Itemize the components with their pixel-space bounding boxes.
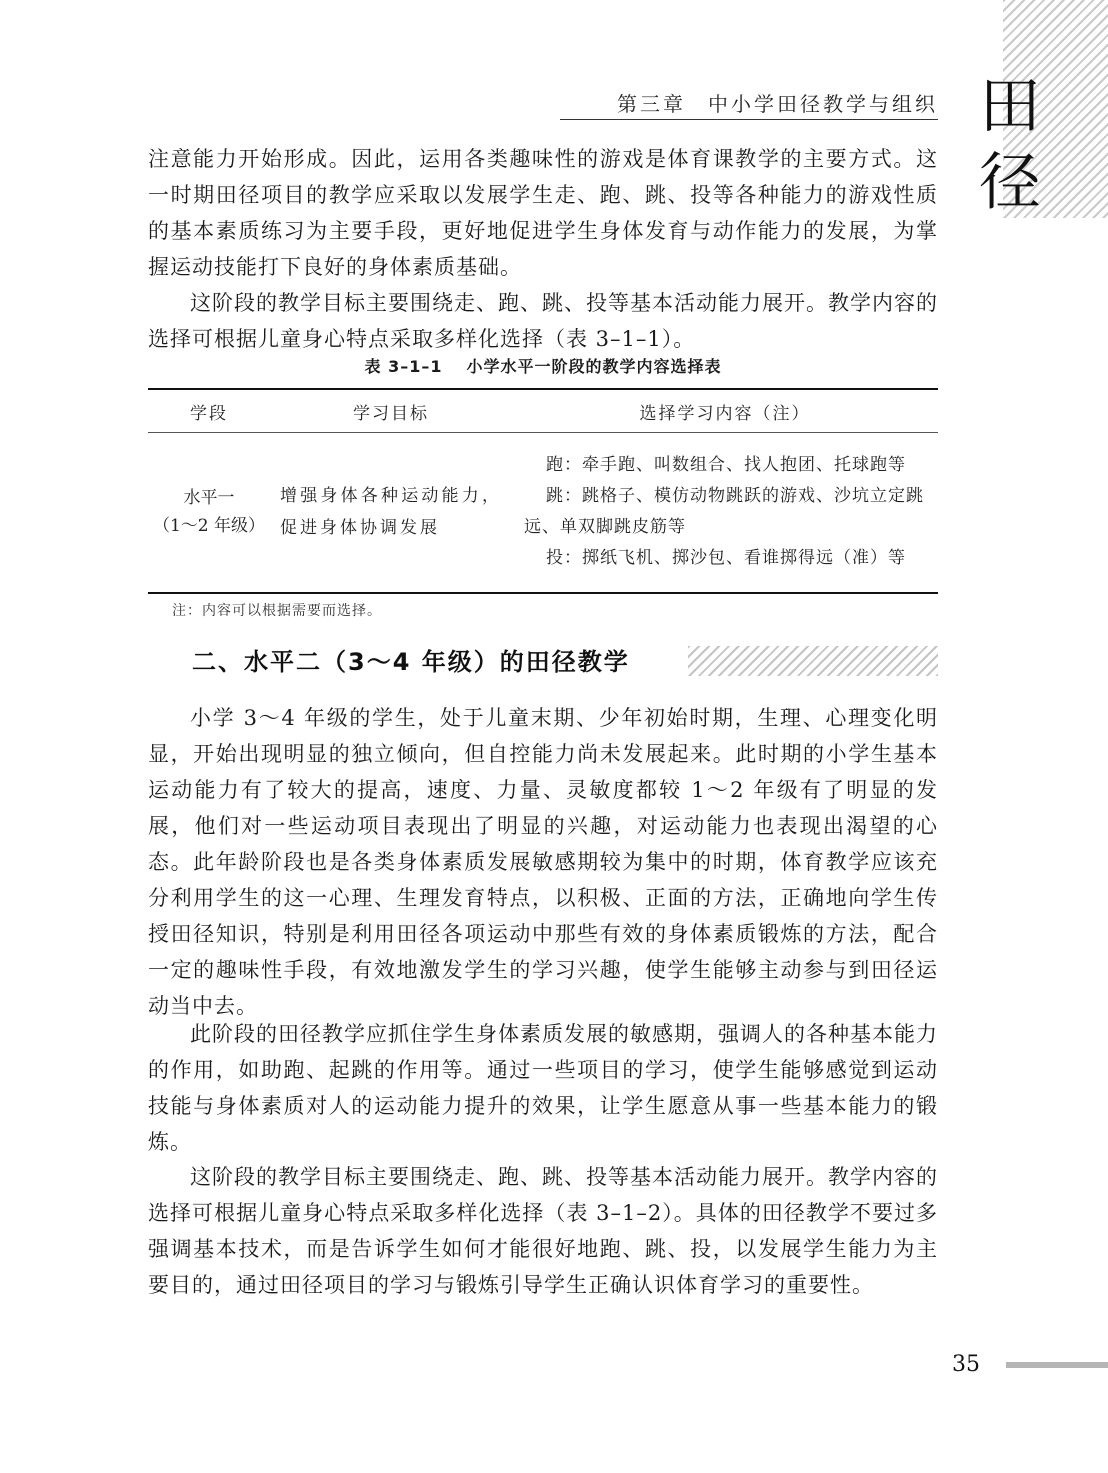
- content-run: 跑：牵手跑、叫数组合、找人抱团、托球跑等: [546, 455, 906, 476]
- running-head: [560, 88, 938, 116]
- paragraph-table-intro: 这阶段的教学目标主要围绕走、跑、跳、投等基本活动能力展开。教学内容的选择可根据儿童身心特点采取多样化选择（表 3–1–1）。: [148, 291, 938, 351]
- stage-grades: （1～2 年级）: [152, 516, 266, 537]
- paragraph-level2-sensitive-period: 此阶段的田径教学应抓住学生身体素质发展的敏感期，强调人的各种基本能力的作用，如助跑、起跳的作用等。通过一些项目的学习，使学生能够感觉到运动技能与身体素质对人的运动能力提升的效果，让学生愿意从事一些基本能力的锻炼。: [148, 1022, 938, 1154]
- header-content: 选择学习内容（注）: [512, 389, 938, 433]
- content-throw: 投：掷纸飞机、掷沙包、看谁掷得远（准）等: [546, 548, 906, 569]
- header-goal: 学习目标: [270, 389, 512, 433]
- page-number-bar: [1006, 1362, 1108, 1368]
- table-row: [148, 433, 938, 593]
- paragraph-level2-intro: 小学 3～4 年级的学生，处于儿童末期、少年初始时期，生理、心理变化明显，开始出现明显的独立倾向，但自控能力尚未发展起来。此时期的小学生基本运动能力有了较大的提高，速度、力量、灵敏度都较 1～2 年级有了明显的发展，他们对一些运动项目表现出了明显的兴趣，对运动能力也表现出渴望的心态。此年龄阶段也是各类身体素质发展敏感期较为集中的时期，体育教学应该充分利用学生的这一心理、生理发育特点，以积极、正面的方法，正确地向学生传授田径知识，特别是利用田径各项运动中那些有效的身体素质锻炼的方法，配合一定的趣味性手段，有效地激发学生的学习兴趣，使学生能够主动参与到田径运动当中去。: [148, 706, 938, 1018]
- heading-hatch-decoration: [688, 646, 938, 676]
- table-caption-title: 小学水平一阶段的教学内容选择表: [466, 357, 722, 376]
- page-number: 35: [952, 1352, 980, 1377]
- running-head-title: 中小学田径教学与组织: [708, 92, 938, 116]
- header-stage: 学段: [148, 389, 270, 433]
- content-jump: 跳：跳格子、模仿动物跳跃的游戏、沙坑立定跳远、单双脚跳皮筋等: [524, 486, 924, 538]
- paragraph-level2-goals: 这阶段的教学目标主要围绕走、跑、跳、投等基本活动能力展开。教学内容的选择可根据儿童身心特点采取多样化选择（表 3–1–2）。具体的田径教学不要过多强调基本技术，而是告诉学生如何才能很好地跑、跳、投，以发展学生能力为主要目的，通过田径项目的学习与锻炼引导学生正确认识体育学习的重要性。: [148, 1165, 938, 1297]
- side-title-char-1: 田: [978, 69, 1041, 142]
- content-selection-table: [148, 388, 938, 594]
- cell-goal: 增强身体各种运动能力，促进身体协调发展: [270, 433, 512, 593]
- running-head-rule: [560, 119, 938, 120]
- stage-level: 水平一: [183, 488, 235, 509]
- table-caption: [148, 354, 938, 377]
- section-heading: 二、水平二（3～4 年级）的田径教学: [192, 648, 630, 676]
- side-chapter-title: [960, 68, 1060, 220]
- cell-contents: [512, 433, 938, 593]
- cell-stage: [148, 433, 270, 593]
- table-header-row: [148, 389, 938, 433]
- table-caption-number: 表 3–1–1: [364, 357, 443, 376]
- side-title-char-2: 径: [978, 145, 1041, 218]
- table-note: 注：内容可以根据需要而选择。: [172, 603, 382, 619]
- running-head-chapter: 第三章: [617, 92, 686, 116]
- paragraph-continued: 注意能力开始形成。因此，运用各类趣味性的游戏是体育课教学的主要方式。这一时期田径项目的教学应采取以发展学生走、跑、跳、投等各种能力的游戏性质的基本素质练习为主要手段，更好地促进学生身体发育与动作能力的发展，为掌握运动技能打下良好的身体素质基础。: [148, 147, 938, 279]
